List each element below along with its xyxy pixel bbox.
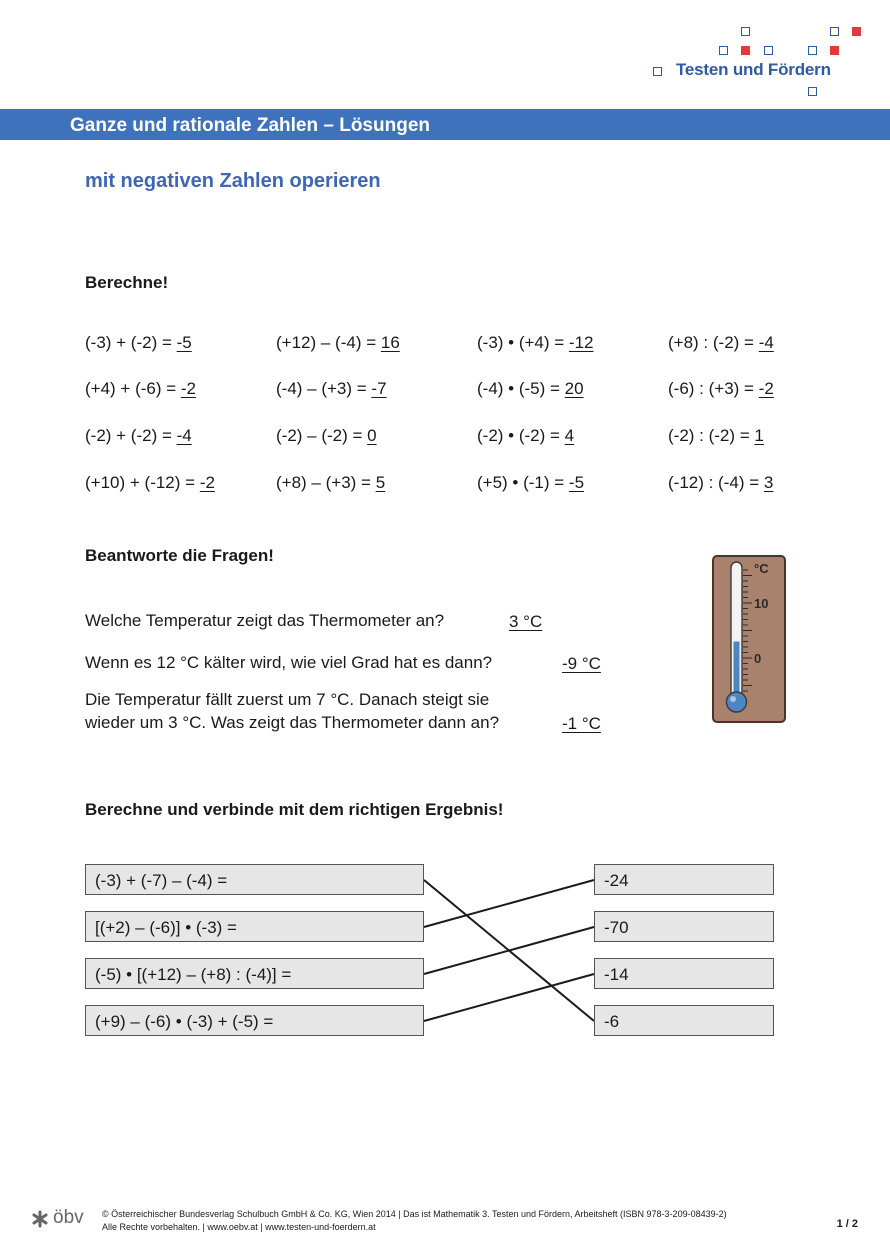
left-term-box[interactable]: (-5) • [(+12) – (+8) : (-4)] = (85, 958, 424, 989)
answer: -4 (176, 426, 192, 445)
answer-1: 3 °C (509, 612, 543, 631)
footer-copyright: © Österreichischer Bundesverlag Schulbuch GmbH & Co. KG, Wien 2014 | Das ist Mathematik 3. Testen und Fördern, Arbeitsheft (ISBN 978-3-209-08439-2) (102, 1209, 727, 1219)
answer: 16 (380, 333, 400, 352)
exercise: (-4) – (+3) = -7 (276, 379, 387, 398)
answer: -2 (758, 379, 774, 398)
exercise: (-2) – (-2) = 0 (276, 426, 377, 445)
section-heading-berechne: Berechne! (85, 273, 169, 292)
answer: 0 (367, 426, 377, 445)
publisher-star-icon (30, 1209, 50, 1229)
thermometer-label-0: 0 (754, 651, 762, 666)
exercise: (-12) : (-4) = 3 (668, 473, 774, 492)
left-term-box[interactable]: (+9) – (-6) • (-3) + (-5) = (85, 1005, 424, 1036)
exercise: (-6) : (+3) = -2 (668, 379, 774, 398)
answer: -4 (758, 333, 774, 352)
question-2: Wenn es 12 °C kälter wird, wie viel Grad hat es dann? (85, 653, 493, 672)
section-heading-verbinde: Berechne und verbinde mit dem richtigen Ergebnis! (85, 800, 504, 819)
thermometer-label-10: 10 (754, 596, 769, 611)
footer-links: Alle Rechte vorbehalten. | www.oebv.at | www.testen-und-foerdern.at (102, 1222, 376, 1232)
result-box[interactable]: -14 (594, 958, 774, 989)
connector-line (424, 880, 594, 927)
question-3-line-2: wieder um 3 °C. Was zeigt das Thermometer dann an? (85, 713, 500, 732)
exercise: (+8) – (+3) = 5 (276, 473, 386, 492)
page-subtitle: mit negativen Zahlen operieren (85, 170, 381, 192)
exercise: (-2) : (-2) = 1 (668, 426, 764, 445)
section-heading-fragen: Beantworte die Fragen! (85, 546, 274, 565)
answer-2: -9 °C (562, 654, 601, 673)
answer: 4 (564, 426, 575, 445)
exercise: (-2) • (-2) = 4 (477, 426, 575, 445)
answer: -7 (371, 379, 387, 398)
exercise: (-3) • (+4) = -12 (477, 333, 594, 352)
exercise: (+5) • (-1) = -5 (477, 473, 585, 492)
question-1: Welche Temperatur zeigt das Thermometer an? (85, 611, 445, 630)
page-title: Ganze und rationale Zahlen – Lösungen (70, 115, 430, 136)
connector-line (424, 927, 594, 974)
answer: -2 (199, 473, 215, 492)
exercise: (-4) • (-5) = 20 (477, 379, 584, 398)
answer-3: -1 °C (562, 714, 601, 733)
result-box[interactable]: -70 (594, 911, 774, 942)
thermometer-unit: °C (754, 561, 769, 576)
answer: -2 (180, 379, 197, 398)
publisher-logo: öbv (53, 1207, 84, 1228)
left-term-box[interactable]: (-3) + (-7) – (-4) = (85, 864, 424, 895)
connector-line (424, 974, 594, 1021)
answer: 3 (763, 473, 774, 492)
exercise: (-3) + (-2) = -5 (85, 333, 192, 352)
answer: 5 (375, 473, 386, 492)
answer: 1 (754, 426, 764, 445)
left-term-box[interactable]: [(+2) – (-6)] • (-3) = (85, 911, 424, 942)
answer: -5 (568, 473, 585, 492)
exercise: (+4) + (-6) = -2 (85, 379, 197, 398)
logo-text: Testen und Fördern (676, 60, 831, 79)
result-box[interactable]: -24 (594, 864, 774, 895)
exercise: (+8) : (-2) = -4 (668, 333, 774, 352)
exercise: (-2) + (-2) = -4 (85, 426, 192, 445)
answer: 20 (564, 379, 584, 398)
page-number: 1 / 2 (836, 1218, 858, 1230)
answer: -12 (568, 333, 594, 352)
exercise: (+10) + (-12) = -2 (85, 473, 215, 492)
exercise: (+12) – (-4) = 16 (276, 333, 400, 352)
answer: -5 (176, 333, 192, 352)
result-box[interactable]: -6 (594, 1005, 774, 1036)
question-3-line-1: Die Temperatur fällt zuerst um 7 °C. Danach steigt sie (85, 690, 490, 709)
